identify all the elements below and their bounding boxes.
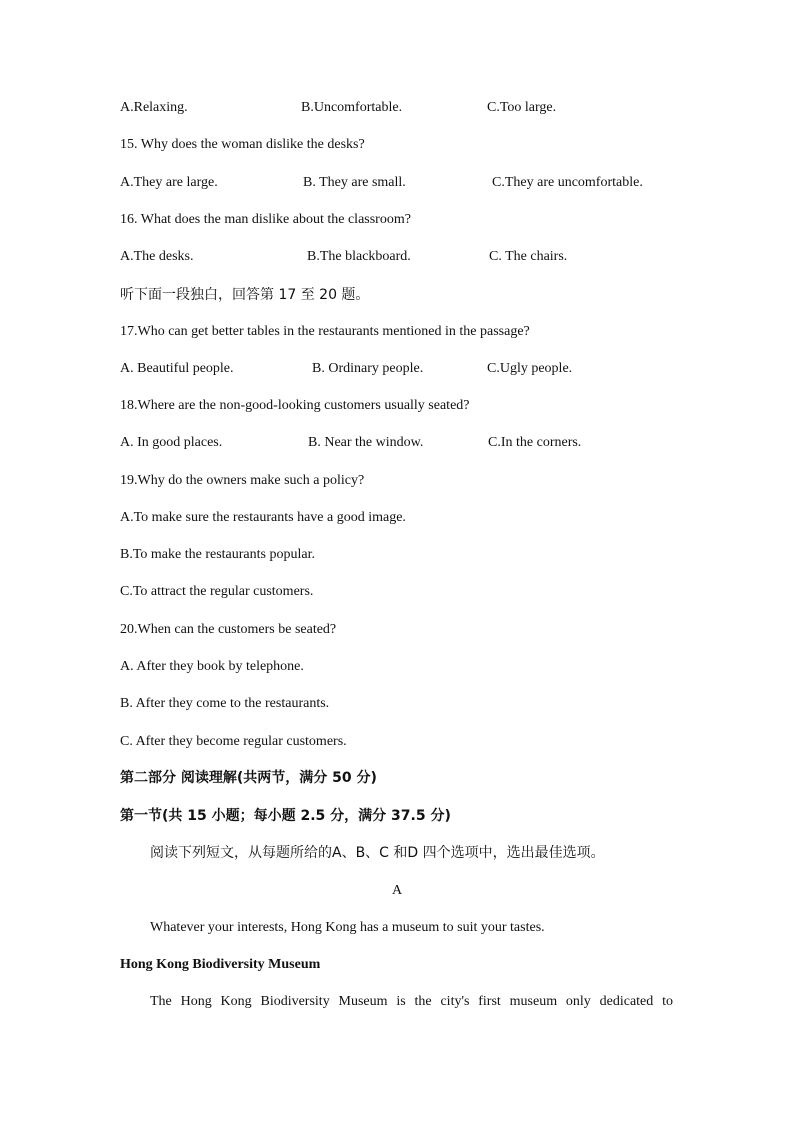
q16-option-c: C. The chairs. — [489, 249, 568, 264]
q19-option-b: B.To make the restaurants popular. — [120, 547, 315, 562]
q14-option-a: A.Relaxing. — [120, 100, 188, 115]
q16-option-b: B.The blackboard. — [307, 249, 411, 264]
monologue-instruction: 听下面一段独白，回答第 17 至 20 题。 — [120, 287, 370, 303]
q19-option-c: C.To attract the regular customers. — [120, 584, 314, 599]
q20-option-c: C. After they become regular customers. — [120, 734, 347, 749]
q20-option-b: B. After they come to the restaurants. — [120, 696, 330, 711]
q19-option-a: A.To make sure the restaurants have a good image. — [120, 510, 406, 525]
q15-option-b: B. They are small. — [303, 175, 406, 190]
q18-option-b: B. Near the window. — [308, 435, 424, 450]
q20-option-a: A. After they book by telephone. — [120, 659, 304, 674]
q14-option-b: B.Uncomfortable. — [301, 100, 403, 115]
q15-option-c: C.They are uncomfortable. — [492, 175, 643, 190]
q17-option-a: A. Beautiful people. — [120, 361, 234, 376]
passage-intro: Whatever your interests, Hong Kong has a museum to suit your tastes. — [150, 920, 545, 935]
q17-option-c: C.Ugly people. — [487, 361, 573, 376]
q19-question: 19.Why do the owners make such a policy? — [120, 473, 365, 488]
q17-option-b: B. Ordinary people. — [312, 361, 424, 376]
q14-option-c: C.Too large. — [487, 100, 557, 115]
part2-heading: 第二部分 阅读理解(共两节，满分 50 分) — [120, 770, 377, 786]
passage-label: A — [391, 883, 403, 898]
q15-question: 15. Why does the woman dislike the desks? — [120, 137, 365, 152]
q18-question: 18.Where are the non-good-looking customers usually seated? — [120, 398, 470, 413]
q16-option-a: A.The desks. — [120, 249, 194, 264]
q18-option-c: C.In the corners. — [488, 435, 582, 450]
q20-question: 20.When can the customers be seated? — [120, 622, 337, 637]
section1-heading: 第一节(共 15 小题；每小题 2.5 分，满分 37.5 分) — [120, 808, 451, 824]
q15-option-a: A.They are large. — [120, 175, 218, 190]
q18-option-a: A. In good places. — [120, 435, 223, 450]
museum-text: The Hong Kong Biodiversity Museum is the city's first museum only dedicated to — [150, 994, 673, 1009]
museum-title: Hong Kong Biodiversity Museum — [120, 957, 321, 972]
q16-question: 16. What does the man dislike about the classroom? — [120, 212, 411, 227]
reading-instruction: 阅读下列短文，从每题所给的A、B、C 和D 四个选项中，选出最佳选项。 — [150, 845, 605, 861]
q17-question: 17.Who can get better tables in the restaurants mentioned in the passage? — [120, 324, 530, 339]
